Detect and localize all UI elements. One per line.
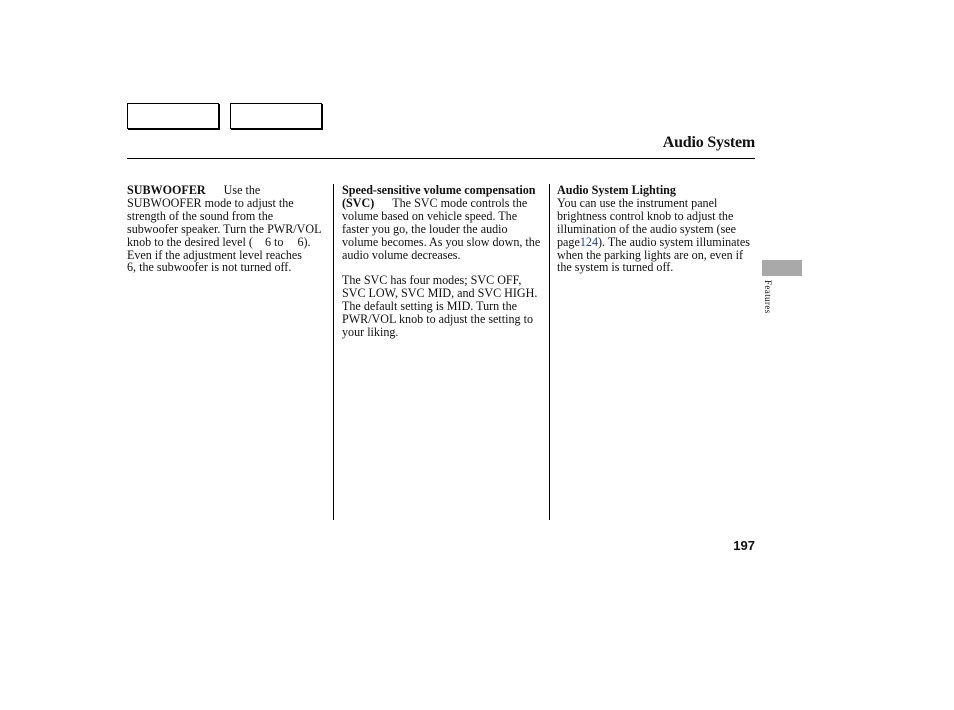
subwoofer-text-2: 6, the subwoofer is not turned off. [127,260,292,275]
svc-paragraph-1: The SVC mode controls the volume based on vehicle speed. The faster you go, the louder the audio volume becomes. As you slow down, the audio volume decreases. [342,195,541,262]
lighting-text-1: You can use the instrument panel brightness control knob to adjust the illumination of the audio system (see page [557,195,737,249]
column-lighting [557,184,757,274]
svc-heading: Speed-sensitive volume compensation (SVC) [342,183,536,210]
svc-paragraph-2: The SVC has four modes; SVC OFF, SVC LOW, SVC MID, and SVC HIGH. The default setting is MID. Turn the PWR/VOL knob to adjust the setting to your liking. [342,273,538,340]
column-svc [342,184,542,339]
nav-button-1[interactable] [127,103,219,129]
column-subwoofer [127,184,323,274]
page-number: 197 [733,538,755,553]
page-link[interactable]: 124 [579,234,598,249]
lighting-text-2: ). The audio system illuminates when the parking lights are on, even if the system is turned off. [557,234,750,275]
subwoofer-word-to: to [274,234,284,249]
subwoofer-text-1: Use the SUBWOOFER mode to adjust the strength of the sound from the subwoofer speaker. Turn the PWR/VOL knob to the desired level ( [127,183,322,249]
lighting-heading: Audio System Lighting [557,183,676,197]
subwoofer-heading: SUBWOOFER [127,183,206,197]
section-tab[interactable] [762,260,802,276]
column-divider [333,184,334,520]
nav-button-2[interactable] [230,103,322,129]
column-divider [549,184,550,520]
subwoofer-level-a: 6 [264,234,271,249]
header-rule [127,158,755,159]
page-title: Audio System [662,134,755,151]
section-label: Features [763,280,773,314]
subwoofer-level-b: 6). Even if the adjustment level reaches [127,234,311,262]
